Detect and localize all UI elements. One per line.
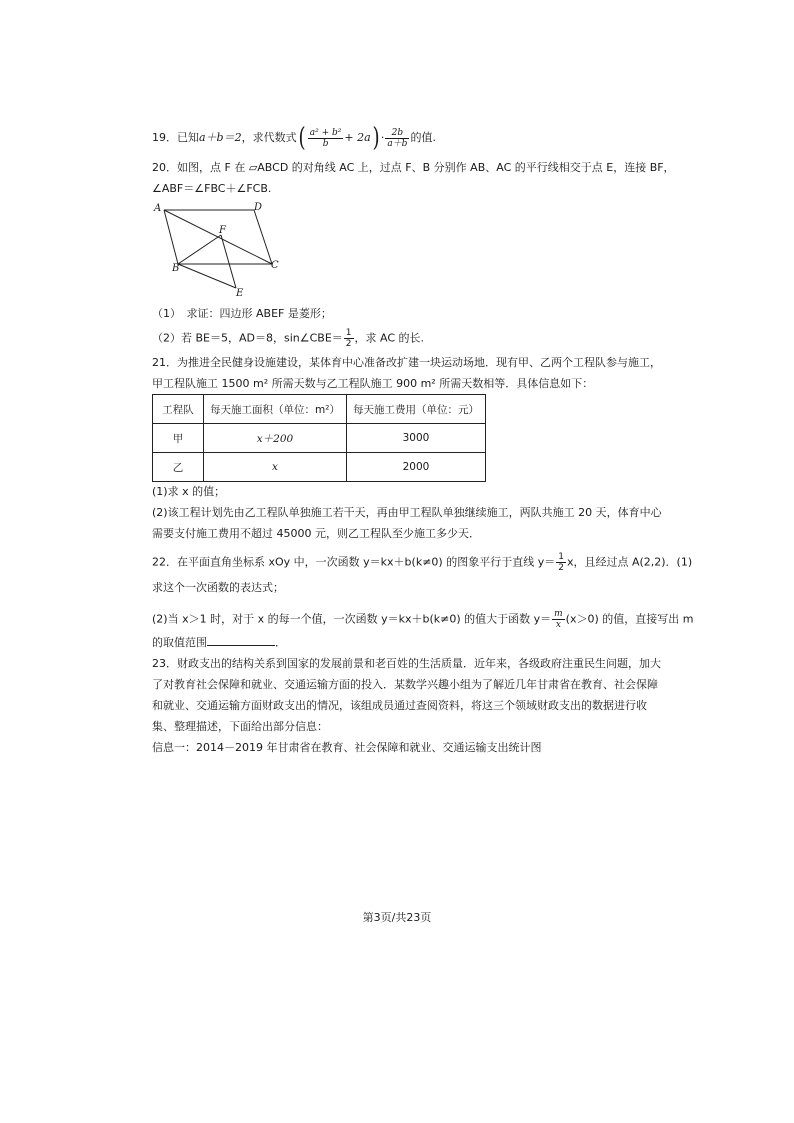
table-row <box>153 453 486 482</box>
q22-inverse-numerator: m <box>554 609 563 619</box>
q22-line4-end: ． <box>275 636 286 649</box>
q22-line-4 <box>152 634 286 650</box>
q23-line-3: 和就业、交通运输方面财政支出的情况，该组成员通过查阅资料，将这三个领域财政支出的数据进行收 <box>152 699 647 712</box>
parallelogram-figure <box>150 198 290 300</box>
q19-frac2-denominator: a＋b <box>387 138 408 149</box>
label-F: F <box>219 225 226 236</box>
label-C: C <box>271 260 279 271</box>
table-cell: 3000 <box>347 424 486 453</box>
q20-part2-pre: （2）若 BE＝5，AD＝8，sin∠CBE＝ <box>152 331 343 345</box>
q23-line-2: 了对教育社会保障和就业、交通运输方面的投入．某数学兴趣小组为了解近几年甘肃省在教育、社会保障 <box>152 678 658 691</box>
q22-inverse-fraction <box>552 609 565 630</box>
q19-dot: · <box>380 131 385 144</box>
segment-BE <box>178 264 236 288</box>
q22-line3-post: (x＞0) 的值，直接写出 m <box>565 612 694 626</box>
segment-FE <box>221 235 236 288</box>
label-D: D <box>254 202 263 213</box>
answer-blank[interactable] <box>207 634 275 646</box>
label-B: B <box>172 263 180 274</box>
q22-line1-pre: 22．在平面直角坐标系 xOy 中，一次函数 y＝kx＋b(k≠0) 的图象平行于直线 y＝ <box>152 555 556 569</box>
table-cell: 2000 <box>347 453 486 482</box>
table-cell: 甲 <box>153 424 204 453</box>
q19-suffix: 的值. <box>410 131 436 144</box>
q20-sin-fraction <box>344 328 354 349</box>
q20-part-1: （1） 求证：四边形 ABEF 是菱形； <box>152 307 332 320</box>
q19-condition: a＋b＝2 <box>199 131 242 144</box>
q21-part-2-line-1: (2)该工程计划先由乙工程队单独施工若干天，再由甲工程队单独继续施工，两队共施工 20 天，体育中心 <box>152 506 662 519</box>
q21-part-2-line-2: 需要支付施工费用不超过 45000 元，则乙工程队至少施工多少天． <box>152 527 480 540</box>
q19-mid: ，求代数式 <box>241 131 297 144</box>
q22-line3-pre: (2)当 x＞1 时，对于 x 的每一个值，一次函数 y＝kx＋b(k≠0) 的值大于函数 y＝ <box>152 612 552 626</box>
q20-part-2 <box>152 328 424 349</box>
table-header-row <box>153 395 486 424</box>
segment-AB <box>164 210 178 264</box>
q22-inverse-denominator: x <box>555 620 561 630</box>
q22-line-3 <box>152 609 693 630</box>
q21-part-1: (1)求 x 的值； <box>152 485 226 498</box>
label-E: E <box>236 288 244 299</box>
q23-line-5: 信息一：2014－2019 年甘肃省在教育、社会保障和就业、交通运输支出统计图 <box>152 741 542 754</box>
q23-line-4: 集、整理描述，下面给出部分信息： <box>152 720 328 733</box>
table-cell: x <box>204 453 347 482</box>
table-header-cell: 工程队 <box>153 395 204 424</box>
q19-plus-term: + 2a <box>344 131 371 144</box>
q19-frac2-numerator: 2b <box>385 128 409 139</box>
q21-line-1: 21．为推进全民健身设施建设，某体育中心准备改扩建一块运动场地．现有甲、乙两个工程队参与施工， <box>152 356 661 369</box>
q22-line1-post: x，且经过点 A(2,2)．(1) <box>566 555 693 569</box>
q22-line4-text: 的取值范围 <box>152 636 207 649</box>
table-cell: x＋200 <box>204 424 347 453</box>
q20-line-2: ∠ABF＝∠FBC＋∠FCB. <box>152 182 272 195</box>
page-number: 第3页/共23页 <box>362 911 432 924</box>
table-cell: 乙 <box>153 453 204 482</box>
q23-line-1: 23．财政支出的结构关系到国家的发展前景和老百姓的生活质量．近年来，各级政府注重民生问题，加大 <box>152 657 661 670</box>
q19-fraction-2 <box>385 128 409 149</box>
q20-line-1: 20．如图，点 F 在 ▱ABCD 的对角线 AC 上，过点 F、B 分别作 AB、AC 的平行线相交于点 E，连接 BF， <box>152 161 675 174</box>
construction-team-table <box>152 394 486 482</box>
q21-line-2: 甲工程队施工 1500 m² 所需天数与乙工程队施工 900 m² 所需天数相等．具体信息如下： <box>152 377 594 390</box>
table-header-cell: 每天施工费用（单位：元） <box>347 395 486 424</box>
q22-line-1 <box>152 552 692 573</box>
q19-frac1-denominator: b <box>322 138 329 149</box>
q19-left-paren: ( <box>298 123 306 153</box>
q19-right-paren: ) <box>372 123 380 153</box>
q20-sin-numerator: 1 <box>345 328 352 338</box>
table-header-cell: 每天施工面积（单位：m²） <box>204 395 347 424</box>
q20-sin-denominator: 2 <box>345 339 352 349</box>
label-A: A <box>154 203 162 214</box>
segment-BF <box>178 235 221 264</box>
q22-slope-numerator: 1 <box>558 552 564 562</box>
q22-slope-fraction <box>556 552 566 573</box>
q22-slope-denominator: 2 <box>558 563 564 573</box>
q19-frac1-numerator: a² + b² <box>309 127 342 138</box>
question-19 <box>152 125 436 151</box>
table-row <box>153 424 486 453</box>
q19-fraction-1 <box>308 128 344 149</box>
q22-line-2: 求这个一次函数的表达式； <box>152 581 284 594</box>
q20-part2-post: ，求 AC 的长. <box>354 331 425 345</box>
q19-prefix: 19．已知 <box>152 131 199 144</box>
